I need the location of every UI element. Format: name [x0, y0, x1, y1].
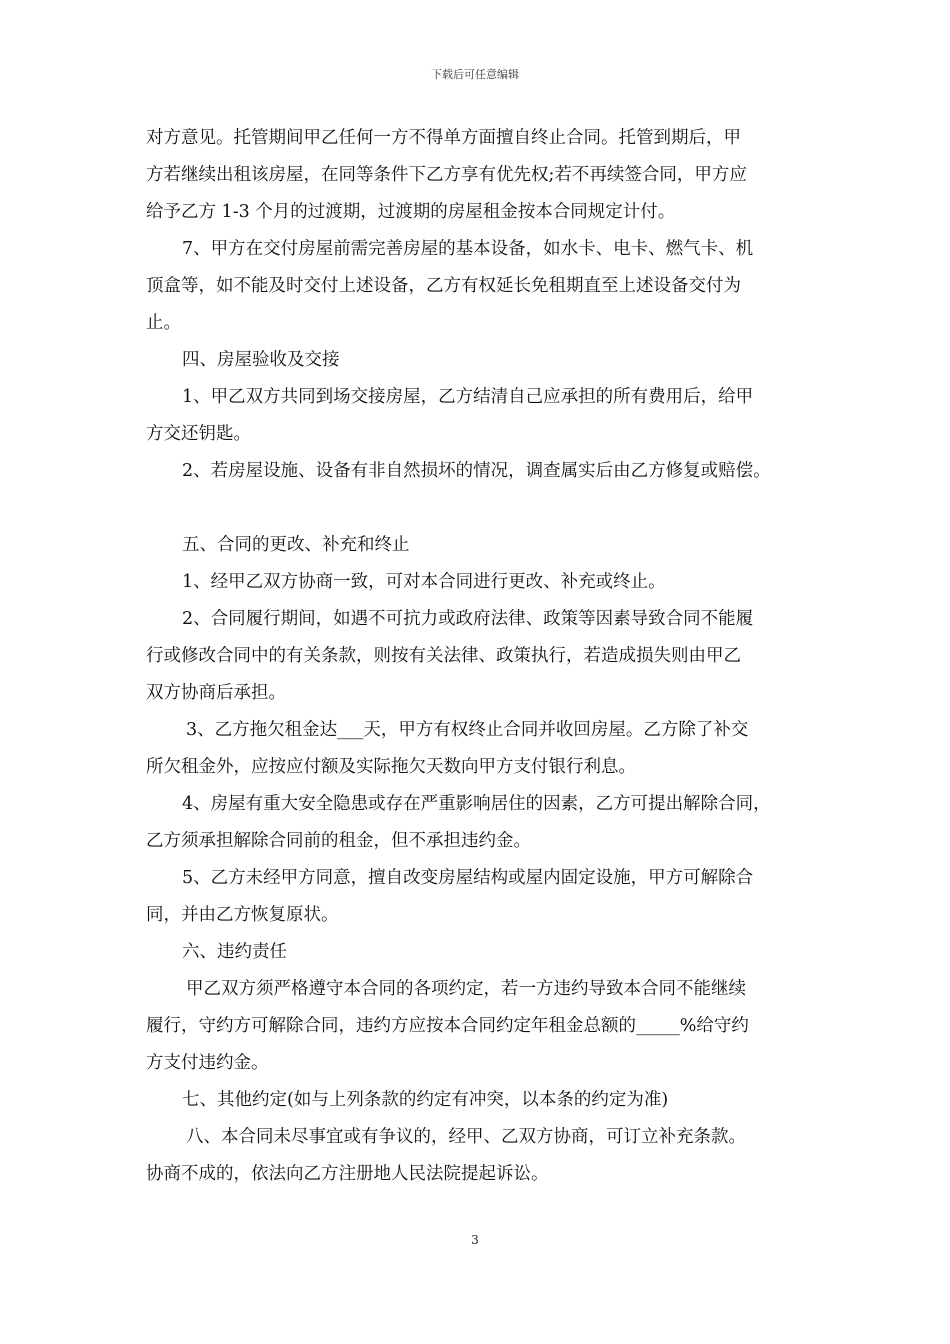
blank-line [146, 490, 826, 527]
paragraph-line: 对方意见。托管期间甲乙任何一方不得单方面擅自终止合同。托管到期后，甲 [146, 128, 741, 148]
document-body [146, 120, 826, 1193]
paragraph-line: 方交还钥匙。 [146, 424, 251, 444]
page-header: 下载后可任意编辑 [431, 68, 519, 81]
paragraph-line: 双方协商后承担。 [146, 683, 286, 703]
paragraph-line: 八、本合同未尽事宜或有争议的，经甲、乙双方协商，可订立补充条款。 [186, 1127, 746, 1147]
section-heading: 七、其他约定(如与上列条款的约定有冲突，以本条的约定为准) [182, 1090, 669, 1110]
paragraph-line: 甲乙双方须严格遵守本合同的各项约定，若一方违约导致本合同不能继续 [186, 979, 746, 999]
section-heading: 六、违约责任 [182, 942, 287, 962]
paragraph-line: 1、甲乙双方共同到场交接房屋，乙方结清自己应承担的所有费用后，给甲 [182, 387, 754, 407]
page-number: 3 [471, 1233, 479, 1247]
paragraph-line: 行或修改合同中的有关条款，则按有关法律、政策执行，若造成损失则由甲乙 [146, 646, 741, 666]
paragraph-line: 2、合同履行期间，如遇不可抗力或政府法律、政策等因素导致合同不能履 [182, 609, 754, 629]
paragraph-line: 2、若房屋设施、设备有非自然损坏的情况，调查属实后由乙方修复或赔偿。 [182, 461, 771, 481]
paragraph-line: 止。 [146, 313, 181, 333]
paragraph-line: 协商不成的，依法向乙方注册地人民法院提起诉讼。 [146, 1164, 549, 1184]
section-heading: 五、合同的更改、补充和终止 [182, 535, 410, 555]
paragraph-line: 所欠租金外，应按应付额及实际拖欠天数向甲方支付银行利息。 [146, 757, 636, 777]
paragraph-line: 同，并由乙方恢复原状。 [146, 905, 339, 925]
paragraph-line: 1、经甲乙双方协商一致，可对本合同进行更改、补充或终止。 [182, 572, 666, 592]
paragraph-line: 4、房屋有重大安全隐患或存在严重影响居住的因素，乙方可提出解除合同， [182, 794, 771, 814]
paragraph-line: 5、乙方未经甲方同意，擅自改变房屋结构或屋内固定设施，甲方可解除合 [182, 868, 754, 888]
paragraph-line: 顶盒等，如不能及时交付上述设备，乙方有权延长免租期直至上述设备交付为 [146, 276, 741, 296]
paragraph-line: 7、甲方在交付房屋前需完善房屋的基本设备，如水卡、电卡、燃气卡、机 [182, 239, 754, 259]
paragraph-line: 乙方须承担解除合同前的租金，但不承担违约金。 [146, 831, 531, 851]
paragraph-line: 履行，守约方可解除合同，违约方应按本合同约定年租金总额的_____%给守约 [146, 1016, 749, 1036]
paragraph-line: 方若继续出租该房屋，在同等条件下乙方享有优先权;若不再续签合同，甲方应 [146, 165, 747, 185]
paragraph-line: 3、乙方拖欠租金达___天，甲方有权终止合同并收回房屋。乙方除了补交 [186, 720, 749, 740]
paragraph-line: 给予乙方 1-3 个月的过渡期，过渡期的房屋租金按本合同规定计付。 [146, 202, 676, 222]
section-heading: 四、房屋验收及交接 [182, 350, 340, 370]
paragraph-line: 方支付违约金。 [146, 1053, 269, 1073]
